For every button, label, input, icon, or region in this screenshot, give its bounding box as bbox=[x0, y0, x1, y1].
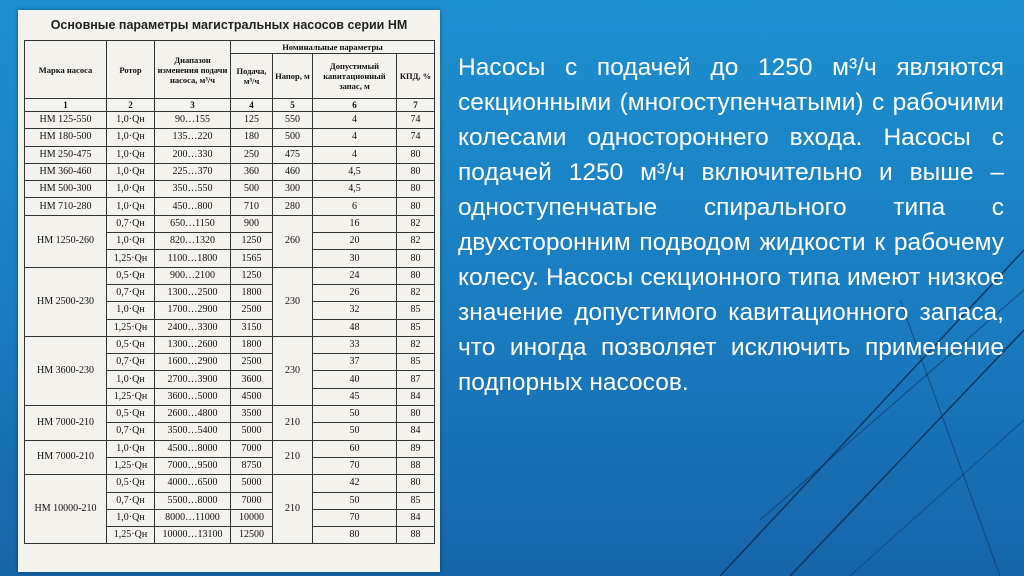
cell-efficiency: 80 bbox=[397, 146, 435, 163]
pump-parameters-table-panel bbox=[18, 10, 440, 572]
cell-npsh: 33 bbox=[313, 336, 397, 353]
cell-head: 460 bbox=[273, 163, 313, 180]
table-row bbox=[25, 112, 435, 129]
header-efficiency: КПД, % bbox=[397, 54, 435, 99]
cell-range: 2700…3900 bbox=[155, 371, 231, 388]
column-number: 1 bbox=[25, 99, 107, 112]
cell-range: 10000…13100 bbox=[155, 527, 231, 544]
cell-rotor: 0,7·Qн bbox=[107, 354, 155, 371]
cell-rotor: 0,7·Qн bbox=[107, 284, 155, 301]
cell-flow: 1800 bbox=[231, 284, 273, 301]
cell-npsh: 50 bbox=[313, 406, 397, 423]
body-paragraph: Насосы с подачей до 1250 м³/ч являются секционными (многоступенчатыми) с рабочими колесами одностороннего входа. Насосы с подачей 1250 м³/ч включительно и выше – одноступенчатые спирального типа с двухсторонним подводом жидкости к рабочему колесу. Насосы секционного типа имеют низкое значение допустимого кавитационного запаса, что иногда позволяет исключить применение подпорных насосов. bbox=[458, 54, 1004, 396]
cell-brand: НМ 10000-210 bbox=[25, 475, 107, 544]
cell-flow: 3150 bbox=[231, 319, 273, 336]
header-brand: Марка насоса bbox=[25, 41, 107, 99]
table-row bbox=[25, 163, 435, 180]
cell-rotor: 1,0·Qн bbox=[107, 233, 155, 250]
cell-head: 475 bbox=[273, 146, 313, 163]
cell-range: 2600…4800 bbox=[155, 406, 231, 423]
cell-range: 5500…8000 bbox=[155, 492, 231, 509]
cell-range: 820…1320 bbox=[155, 233, 231, 250]
cell-range: 3500…5400 bbox=[155, 423, 231, 440]
cell-npsh: 42 bbox=[313, 475, 397, 492]
cell-rotor: 1,0·Qн bbox=[107, 129, 155, 146]
cell-efficiency: 84 bbox=[397, 423, 435, 440]
cell-brand: НМ 2500-230 bbox=[25, 267, 107, 336]
column-number: 6 bbox=[313, 99, 397, 112]
cell-efficiency: 85 bbox=[397, 354, 435, 371]
cell-npsh: 37 bbox=[313, 354, 397, 371]
cell-npsh: 50 bbox=[313, 492, 397, 509]
cell-range: 1600…2900 bbox=[155, 354, 231, 371]
cell-flow: 900 bbox=[231, 215, 273, 232]
cell-npsh: 6 bbox=[313, 198, 397, 215]
cell-flow: 7000 bbox=[231, 440, 273, 457]
cell-rotor: 1,25·Qн bbox=[107, 388, 155, 405]
cell-brand: НМ 250-475 bbox=[25, 146, 107, 163]
cell-efficiency: 87 bbox=[397, 371, 435, 388]
cell-rotor: 1,0·Qн bbox=[107, 509, 155, 526]
cell-efficiency: 80 bbox=[397, 163, 435, 180]
cell-efficiency: 84 bbox=[397, 509, 435, 526]
cell-efficiency: 80 bbox=[397, 406, 435, 423]
cell-efficiency: 80 bbox=[397, 181, 435, 198]
cell-efficiency: 80 bbox=[397, 475, 435, 492]
cell-flow: 3600 bbox=[231, 371, 273, 388]
cell-flow: 125 bbox=[231, 112, 273, 129]
cell-head: 260 bbox=[273, 215, 313, 267]
cell-npsh: 32 bbox=[313, 302, 397, 319]
cell-range: 90…155 bbox=[155, 112, 231, 129]
cell-efficiency: 82 bbox=[397, 284, 435, 301]
cell-range: 1300…2600 bbox=[155, 336, 231, 353]
cell-flow: 4500 bbox=[231, 388, 273, 405]
cell-flow: 2500 bbox=[231, 354, 273, 371]
cell-range: 3600…5000 bbox=[155, 388, 231, 405]
cell-rotor: 1,0·Qн bbox=[107, 163, 155, 180]
body-text-block bbox=[458, 50, 1004, 400]
cell-npsh: 4,5 bbox=[313, 181, 397, 198]
cell-npsh: 16 bbox=[313, 215, 397, 232]
cell-head: 300 bbox=[273, 181, 313, 198]
cell-efficiency: 80 bbox=[397, 250, 435, 267]
cell-rotor: 1,25·Qн bbox=[107, 527, 155, 544]
table-body bbox=[25, 112, 435, 544]
header-npsh: Допустимый кавитационный запас, м bbox=[313, 54, 397, 99]
cell-rotor: 1,0·Qн bbox=[107, 112, 155, 129]
cell-rotor: 0,7·Qн bbox=[107, 492, 155, 509]
cell-range: 200…330 bbox=[155, 146, 231, 163]
header-head: Напор, м bbox=[273, 54, 313, 99]
cell-efficiency: 82 bbox=[397, 215, 435, 232]
cell-efficiency: 80 bbox=[397, 198, 435, 215]
cell-npsh: 60 bbox=[313, 440, 397, 457]
cell-flow: 1250 bbox=[231, 233, 273, 250]
cell-brand: НМ 180-500 bbox=[25, 129, 107, 146]
table-row bbox=[25, 336, 435, 353]
cell-brand: НМ 710-280 bbox=[25, 198, 107, 215]
cell-flow: 3500 bbox=[231, 406, 273, 423]
cell-range: 650…1150 bbox=[155, 215, 231, 232]
cell-npsh: 45 bbox=[313, 388, 397, 405]
cell-rotor: 1,25·Qн bbox=[107, 319, 155, 336]
cell-brand: НМ 125-550 bbox=[25, 112, 107, 129]
cell-range: 1300…2500 bbox=[155, 284, 231, 301]
cell-flow: 12500 bbox=[231, 527, 273, 544]
table-row bbox=[25, 475, 435, 492]
cell-npsh: 4 bbox=[313, 112, 397, 129]
cell-rotor: 1,0·Qн bbox=[107, 146, 155, 163]
cell-flow: 10000 bbox=[231, 509, 273, 526]
table-row bbox=[25, 406, 435, 423]
table-row bbox=[25, 146, 435, 163]
cell-range: 2400…3300 bbox=[155, 319, 231, 336]
cell-flow: 8750 bbox=[231, 457, 273, 474]
cell-brand: НМ 3600-230 bbox=[25, 336, 107, 405]
table-row bbox=[25, 215, 435, 232]
cell-npsh: 4,5 bbox=[313, 163, 397, 180]
cell-brand: НМ 360-460 bbox=[25, 163, 107, 180]
cell-head: 210 bbox=[273, 406, 313, 441]
cell-npsh: 70 bbox=[313, 457, 397, 474]
cell-range: 1700…2900 bbox=[155, 302, 231, 319]
cell-efficiency: 82 bbox=[397, 233, 435, 250]
cell-rotor: 1,0·Qн bbox=[107, 181, 155, 198]
cell-head: 230 bbox=[273, 267, 313, 336]
cell-rotor: 1,0·Qн bbox=[107, 371, 155, 388]
cell-npsh: 48 bbox=[313, 319, 397, 336]
cell-range: 135…220 bbox=[155, 129, 231, 146]
header-flow: Подача, м³/ч bbox=[231, 54, 273, 99]
cell-flow: 7000 bbox=[231, 492, 273, 509]
cell-npsh: 40 bbox=[313, 371, 397, 388]
cell-brand: НМ 7000-210 bbox=[25, 406, 107, 441]
header-range: Диапазон изменения подачи насоса, м³/ч bbox=[155, 41, 231, 99]
cell-efficiency: 80 bbox=[397, 267, 435, 284]
table-title: Основные параметры магистральных насосов серии НМ bbox=[50, 18, 408, 32]
cell-efficiency: 82 bbox=[397, 336, 435, 353]
table-row bbox=[25, 198, 435, 215]
cell-brand: НМ 7000-210 bbox=[25, 440, 107, 475]
cell-flow: 2500 bbox=[231, 302, 273, 319]
table-row bbox=[25, 181, 435, 198]
cell-range: 900…2100 bbox=[155, 267, 231, 284]
column-number: 5 bbox=[273, 99, 313, 112]
cell-flow: 180 bbox=[231, 129, 273, 146]
cell-rotor: 0,7·Qн bbox=[107, 423, 155, 440]
cell-efficiency: 88 bbox=[397, 457, 435, 474]
cell-efficiency: 85 bbox=[397, 319, 435, 336]
cell-npsh: 26 bbox=[313, 284, 397, 301]
cell-range: 450…800 bbox=[155, 198, 231, 215]
cell-flow: 1565 bbox=[231, 250, 273, 267]
cell-head: 230 bbox=[273, 336, 313, 405]
cell-rotor: 1,25·Qн bbox=[107, 457, 155, 474]
cell-efficiency: 74 bbox=[397, 129, 435, 146]
cell-brand: НМ 500-300 bbox=[25, 181, 107, 198]
cell-rotor: 0,5·Qн bbox=[107, 267, 155, 284]
cell-flow: 710 bbox=[231, 198, 273, 215]
cell-rotor: 1,0·Qн bbox=[107, 198, 155, 215]
cell-efficiency: 85 bbox=[397, 492, 435, 509]
cell-range: 350…550 bbox=[155, 181, 231, 198]
cell-rotor: 0,5·Qн bbox=[107, 406, 155, 423]
column-number: 3 bbox=[155, 99, 231, 112]
cell-rotor: 0,7·Qн bbox=[107, 215, 155, 232]
table-row bbox=[25, 267, 435, 284]
cell-flow: 5000 bbox=[231, 475, 273, 492]
cell-npsh: 30 bbox=[313, 250, 397, 267]
cell-range: 4500…8000 bbox=[155, 440, 231, 457]
cell-brand: НМ 1250-260 bbox=[25, 215, 107, 267]
cell-rotor: 1,25·Qн bbox=[107, 250, 155, 267]
cell-flow: 5000 bbox=[231, 423, 273, 440]
cell-npsh: 70 bbox=[313, 509, 397, 526]
cell-head: 550 bbox=[273, 112, 313, 129]
cell-rotor: 1,0·Qн bbox=[107, 302, 155, 319]
cell-head: 500 bbox=[273, 129, 313, 146]
cell-rotor: 0,5·Qн bbox=[107, 336, 155, 353]
cell-efficiency: 88 bbox=[397, 527, 435, 544]
cell-range: 7000…9500 bbox=[155, 457, 231, 474]
cell-rotor: 0,5·Qн bbox=[107, 475, 155, 492]
cell-efficiency: 74 bbox=[397, 112, 435, 129]
cell-flow: 1250 bbox=[231, 267, 273, 284]
cell-head: 210 bbox=[273, 440, 313, 475]
column-numbers-row bbox=[25, 99, 435, 112]
cell-efficiency: 84 bbox=[397, 388, 435, 405]
cell-flow: 1800 bbox=[231, 336, 273, 353]
cell-flow: 500 bbox=[231, 181, 273, 198]
cell-flow: 250 bbox=[231, 146, 273, 163]
header-nominal: Номинальные параметры bbox=[231, 41, 435, 54]
cell-npsh: 4 bbox=[313, 129, 397, 146]
cell-efficiency: 85 bbox=[397, 302, 435, 319]
pump-parameters-table bbox=[24, 40, 435, 544]
cell-rotor: 1,0·Qн bbox=[107, 440, 155, 457]
column-number: 7 bbox=[397, 99, 435, 112]
cell-range: 225…370 bbox=[155, 163, 231, 180]
table-row bbox=[25, 440, 435, 457]
cell-npsh: 50 bbox=[313, 423, 397, 440]
cell-npsh: 80 bbox=[313, 527, 397, 544]
column-number: 4 bbox=[231, 99, 273, 112]
cell-npsh: 4 bbox=[313, 146, 397, 163]
cell-efficiency: 89 bbox=[397, 440, 435, 457]
cell-range: 4000…6500 bbox=[155, 475, 231, 492]
cell-head: 280 bbox=[273, 198, 313, 215]
cell-npsh: 24 bbox=[313, 267, 397, 284]
cell-flow: 360 bbox=[231, 163, 273, 180]
header-rotor: Ротор bbox=[107, 41, 155, 99]
column-number: 2 bbox=[107, 99, 155, 112]
table-row bbox=[25, 129, 435, 146]
cell-range: 1100…1800 bbox=[155, 250, 231, 267]
cell-range: 8000…11000 bbox=[155, 509, 231, 526]
cell-npsh: 20 bbox=[313, 233, 397, 250]
cell-head: 210 bbox=[273, 475, 313, 544]
